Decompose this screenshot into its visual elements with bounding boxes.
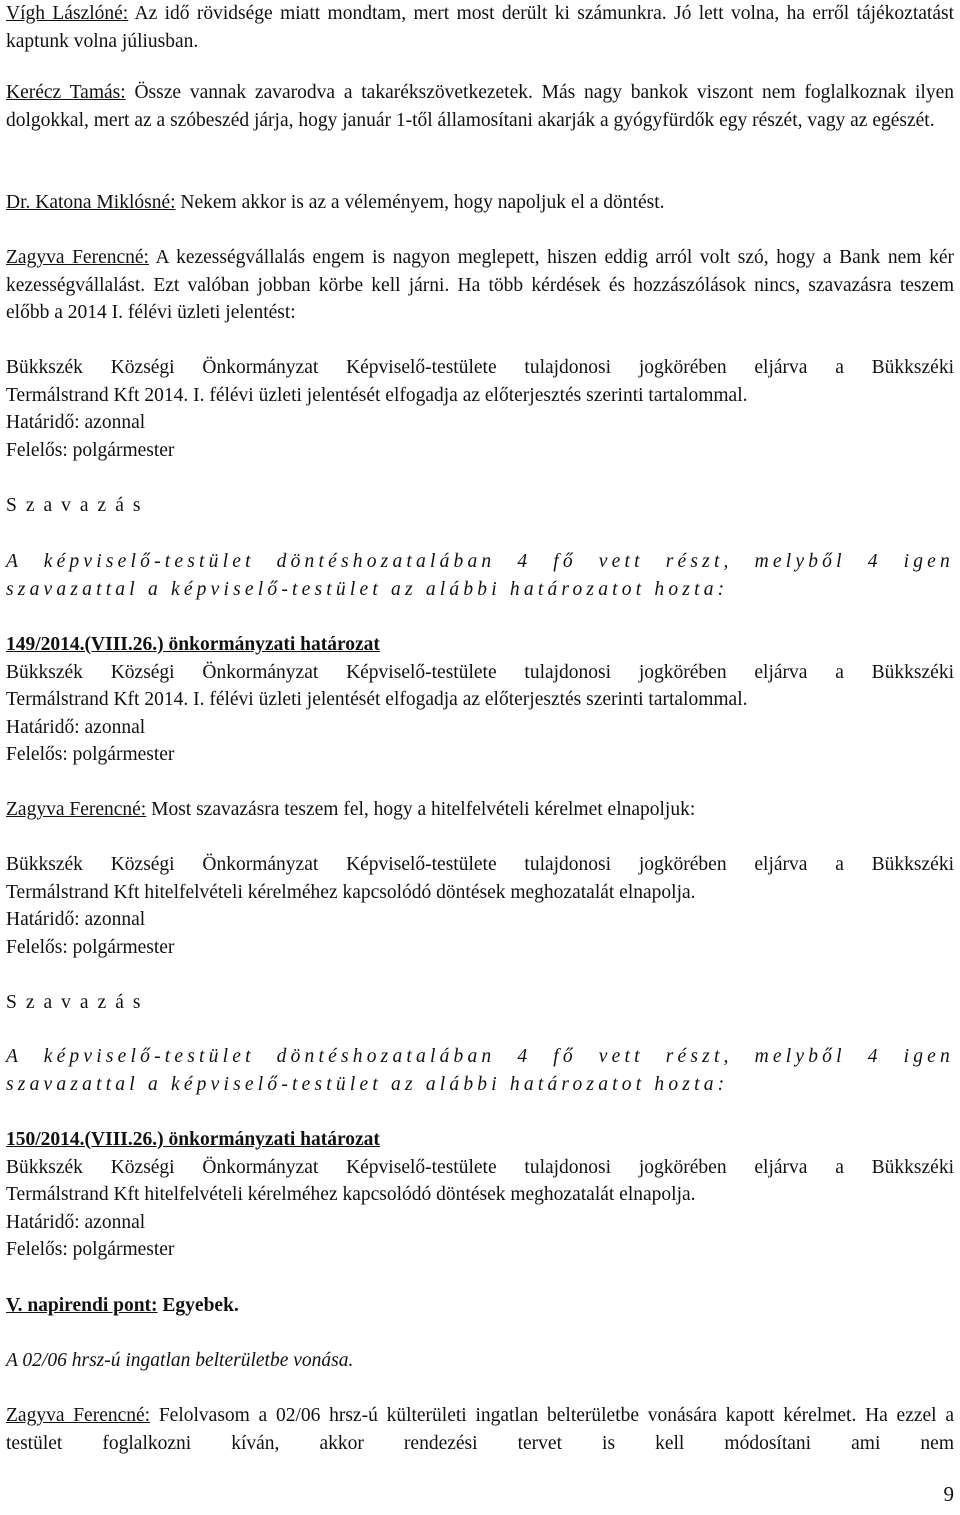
proposal-line: Termálstrand Kft hitelfelvételi kérelméhez kapcsolódó döntések meghozatalát elnapolja. xyxy=(6,881,696,903)
resolution-line: Termálstrand Kft 2014. I. félévi üzleti jelentését elfogadja az előterjesztés szerinti tartalommal. xyxy=(6,689,748,710)
vote-summary xyxy=(6,1043,954,1098)
proposal-line: Bükkszék Községi Önkormányzat Képviselő-testülete tulajdonosi jogkörében eljárva a Bükkszéki xyxy=(6,357,954,378)
responsible: Felelős: polgármester xyxy=(6,744,175,765)
paragraph-vigh xyxy=(6,0,954,55)
paragraph-zagyva-3 xyxy=(6,1402,954,1457)
speaker-name: Zagyva Ferencné: xyxy=(6,247,149,268)
resolution-line: Bükkszék Községi Önkormányzat Képviselő-testülete tulajdonosi jogkörében eljárva a Bükkszéki xyxy=(6,661,954,683)
proposal-line: Termálstrand Kft 2014. I. félévi üzleti jelentését elfogadja az előterjesztés szerinti tartalommal. xyxy=(6,384,748,406)
speech-text: Most szavazásra teszem fel, hogy a hitelfelvételi kérelmet elnapoljuk: xyxy=(146,799,696,820)
resolution-line: Termálstrand Kft hitelfelvételi kérelméhez kapcsolódó döntések meghozatalát elnapolja. xyxy=(6,1184,696,1205)
responsible: Felelős: polgármester xyxy=(6,439,175,461)
responsible: Felelős: polgármester xyxy=(6,1239,175,1260)
agenda-item xyxy=(6,1292,954,1320)
paragraph-zagyva-1 xyxy=(6,244,954,327)
agenda-label: V. napirendi pont: xyxy=(6,1295,158,1316)
vote-summary xyxy=(6,548,954,603)
proposal-line: Bükkszék Községi Önkormányzat Képviselő-testülete tulajdonosi jogkörében eljárva a Bükkszéki xyxy=(6,854,954,875)
proposal-report xyxy=(6,354,954,464)
vote-summary-line: A képviselő-testület döntéshozatalában 4 fő vett részt, melyből 4 igen xyxy=(6,1046,954,1067)
vote-heading: Szavazás xyxy=(6,992,150,1013)
resolution-149 xyxy=(6,631,954,769)
page-number: 9 xyxy=(943,1482,954,1506)
resolution-number: 149/2014.(VIII.26.) önkormányzati határozat xyxy=(6,634,380,655)
agenda-title: Egyebek. xyxy=(162,1295,239,1316)
resolution-line: Bükkszék Községi Önkormányzat Képviselő-testülete tulajdonosi jogkörében eljárva a Bükkszéki xyxy=(6,1156,954,1178)
speaker-name: Kerécz Tamás: xyxy=(6,82,126,103)
subtopic: A 02/06 hrsz-ú ingatlan belterületbe vonása. xyxy=(6,1350,354,1371)
speaker-name: Vígh Lászlóné: xyxy=(6,3,129,24)
vote-summary-line: A képviselő-testület döntéshozatalában 4 fő vett részt, melyből 4 igen xyxy=(6,551,954,572)
responsible: Felelős: polgármester xyxy=(6,936,175,958)
deadline: Határidő: azonnal xyxy=(6,716,146,738)
paragraph-katona xyxy=(6,189,954,217)
vote-summary-line: szavazattal a képviselő-testület az alábbi határozatot hozta: xyxy=(6,1073,729,1095)
speech-text: A kezességvállalás engem is nagyon meglepett, hiszen eddig arról volt szó, hogy a Bank nem kér kezességvállalást. Ezt valóban jobban körbe kell járni. Ha több kérdések és hozzászólások nincs, szavazásra teszem előbb a 2014 I. félévi üzleti jelentést: xyxy=(6,247,954,323)
speaker-name: Zagyva Ferencné: xyxy=(6,1405,151,1426)
speech-text: Össze vannak zavarodva a takarékszövetkezetek. Más nagy bankok viszont nem foglalkoznak ilyen dolgokkal, mert az a szóbeszéd járja, hogy január 1-től államosítani akarják a gyógyfürdők egy részét, vagy az egészét. xyxy=(6,82,954,131)
speech-text: Nekem akkor is az a véleményem, hogy napoljuk el a döntést. xyxy=(175,192,665,213)
deadline: Határidő: azonnal xyxy=(6,412,146,433)
speech-text: Az idő rövidsége miatt mondtam, mert most derült ki számunkra. Jó lett volna, ha erről tájékoztatást kaptunk volna júliusban. xyxy=(6,3,954,52)
deadline: Határidő: azonnal xyxy=(6,909,146,930)
resolution-150 xyxy=(6,1126,954,1264)
speaker-name: Zagyva Ferencné: xyxy=(6,799,147,820)
resolution-number: 150/2014.(VIII.26.) önkormányzati határozat xyxy=(6,1129,380,1150)
vote-heading: Szavazás xyxy=(6,495,150,516)
speech-text: Felolvasom a 02/06 hrsz-ú külterületi ingatlan belterületbe vonására kapott kérelmet. Ha ezzel a testület foglalkozni kíván, akkor rendezési tervet is kell módosítani ami nem xyxy=(6,1405,954,1454)
deadline: Határidő: azonnal xyxy=(6,1211,146,1233)
proposal-postpone xyxy=(6,851,954,961)
vote-summary-line: szavazattal a képviselő-testület az alábbi határozatot hozta: xyxy=(6,578,729,600)
paragraph-zagyva-2 xyxy=(6,796,954,824)
speaker-name: Dr. Katona Miklósné: xyxy=(6,192,176,213)
paragraph-kerecz xyxy=(6,79,954,134)
